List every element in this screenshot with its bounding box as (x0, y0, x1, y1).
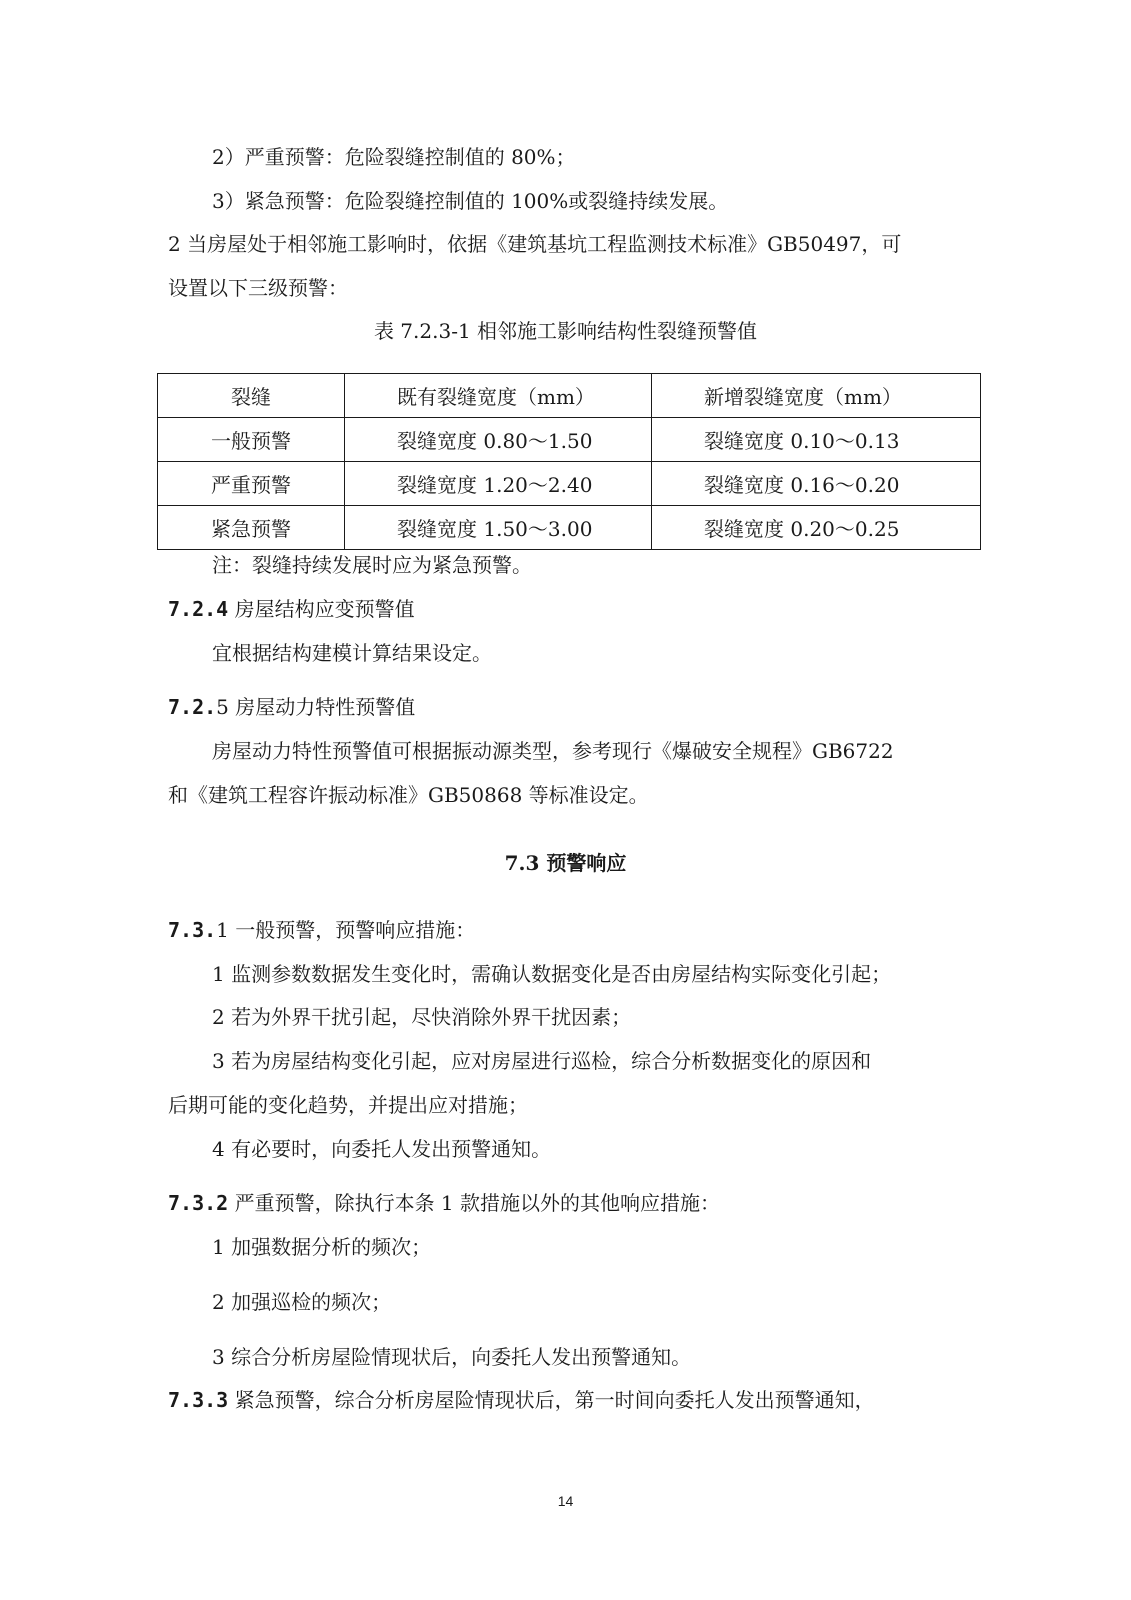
table-row (158, 462, 981, 506)
section-title: 预警响应 (539, 851, 627, 875)
table-row (158, 418, 981, 462)
clause-body: 和《建筑工程容许振动标准》GB50868 等标准设定。 (168, 783, 649, 807)
table-cell: 裂缝宽度 0.16～0.20 (652, 462, 981, 506)
clause-number: 7.3.2 (168, 1191, 229, 1215)
section-number: 7.3 (504, 851, 540, 875)
section-heading (0, 850, 1131, 876)
table-row (158, 506, 981, 550)
clause-body: 房屋动力特性预警值可根据振动源类型，参考现行《爆破安全规程》GB6722 (212, 739, 894, 763)
clause-number: 7.3.3 (168, 1388, 229, 1412)
clause-title: 紧急预警，综合分析房屋险情现状后，第一时间向委托人发出预警通知， (228, 1388, 875, 1412)
list-item: 3 若为房屋结构变化引起，应对房屋进行巡检，综合分析数据变化的原因和 (212, 1049, 872, 1073)
table-header-row (158, 374, 981, 418)
table-caption: 表 7.2.3-1 相邻施工影响结构性裂缝预警值 (373, 319, 758, 343)
list-item: 4 有必要时，向委托人发出预警通知。 (212, 1137, 552, 1161)
clause-7-2-4-heading (168, 596, 415, 622)
list-item: 1 加强数据分析的频次； (212, 1235, 432, 1259)
warning-level-2-line: 2）严重预警：危险裂缝控制值的 80%； (212, 145, 576, 169)
clause-number: 7.2. (168, 695, 217, 719)
clause-body: 宜根据结构建模计算结果设定。 (212, 641, 492, 665)
table-cell: 裂缝宽度 0.20～0.25 (652, 506, 981, 550)
table-header-cell: 既有裂缝宽度（mm） (345, 374, 652, 418)
table-note: 注：裂缝持续发展时应为紧急预警。 (212, 553, 532, 577)
clause-title: 房屋结构应变预警值 (228, 597, 415, 621)
table-cell: 裂缝宽度 0.10～0.13 (652, 418, 981, 462)
table-cell: 裂缝宽度 1.20～2.40 (345, 462, 652, 506)
list-item: 2 若为外界干扰引起，尽快消除外界干扰因素； (212, 1005, 632, 1029)
clause-7-3-2-heading (168, 1190, 720, 1216)
page-number: 14 (557, 1493, 574, 1509)
list-item: 2 加强巡检的频次； (212, 1290, 392, 1314)
warning-value-table (157, 373, 981, 550)
table-cell: 裂缝宽度 0.80～1.50 (345, 418, 652, 462)
table-cell: 一般预警 (158, 418, 345, 462)
list-item: 3 综合分析房屋险情现状后，向委托人发出预警通知。 (212, 1345, 692, 1369)
warning-level-3-line: 3）紧急预警：危险裂缝控制值的 100%或裂缝持续发展。 (212, 189, 729, 213)
table-cell: 严重预警 (158, 462, 345, 506)
clause-title: 严重预警，除执行本条 1 款措施以外的其他响应措施： (228, 1191, 721, 1215)
list-item: 后期可能的变化趋势，并提出应对措施； (168, 1093, 528, 1117)
clause-number-tail: 5 (216, 695, 229, 719)
table-header-cell: 裂缝 (158, 374, 345, 418)
clause-number-tail: 1 (216, 918, 229, 942)
table-header-cell: 新增裂缝宽度（mm） (652, 374, 981, 418)
clause-number: 7.2.4 (168, 597, 229, 621)
clause-number: 7.3. (168, 918, 217, 942)
clause-7-3-3-heading (168, 1387, 875, 1413)
table-cell: 紧急预警 (158, 506, 345, 550)
paragraph-line: 设置以下三级预警： (168, 276, 348, 300)
clause-title: 房屋动力特性预警值 (228, 695, 416, 719)
table-cell: 裂缝宽度 1.50～3.00 (345, 506, 652, 550)
list-item: 1 监测参数数据发生变化时，需确认数据变化是否由房屋结构实际变化引起； (212, 962, 892, 986)
clause-7-3-1-heading (168, 917, 475, 943)
paragraph-line: 2 当房屋处于相邻施工影响时，依据《建筑基坑工程监测技术标准》GB50497，可 (168, 232, 902, 256)
clause-title: 一般预警，预警响应措施： (228, 918, 476, 942)
clause-7-2-5-heading (168, 694, 415, 720)
